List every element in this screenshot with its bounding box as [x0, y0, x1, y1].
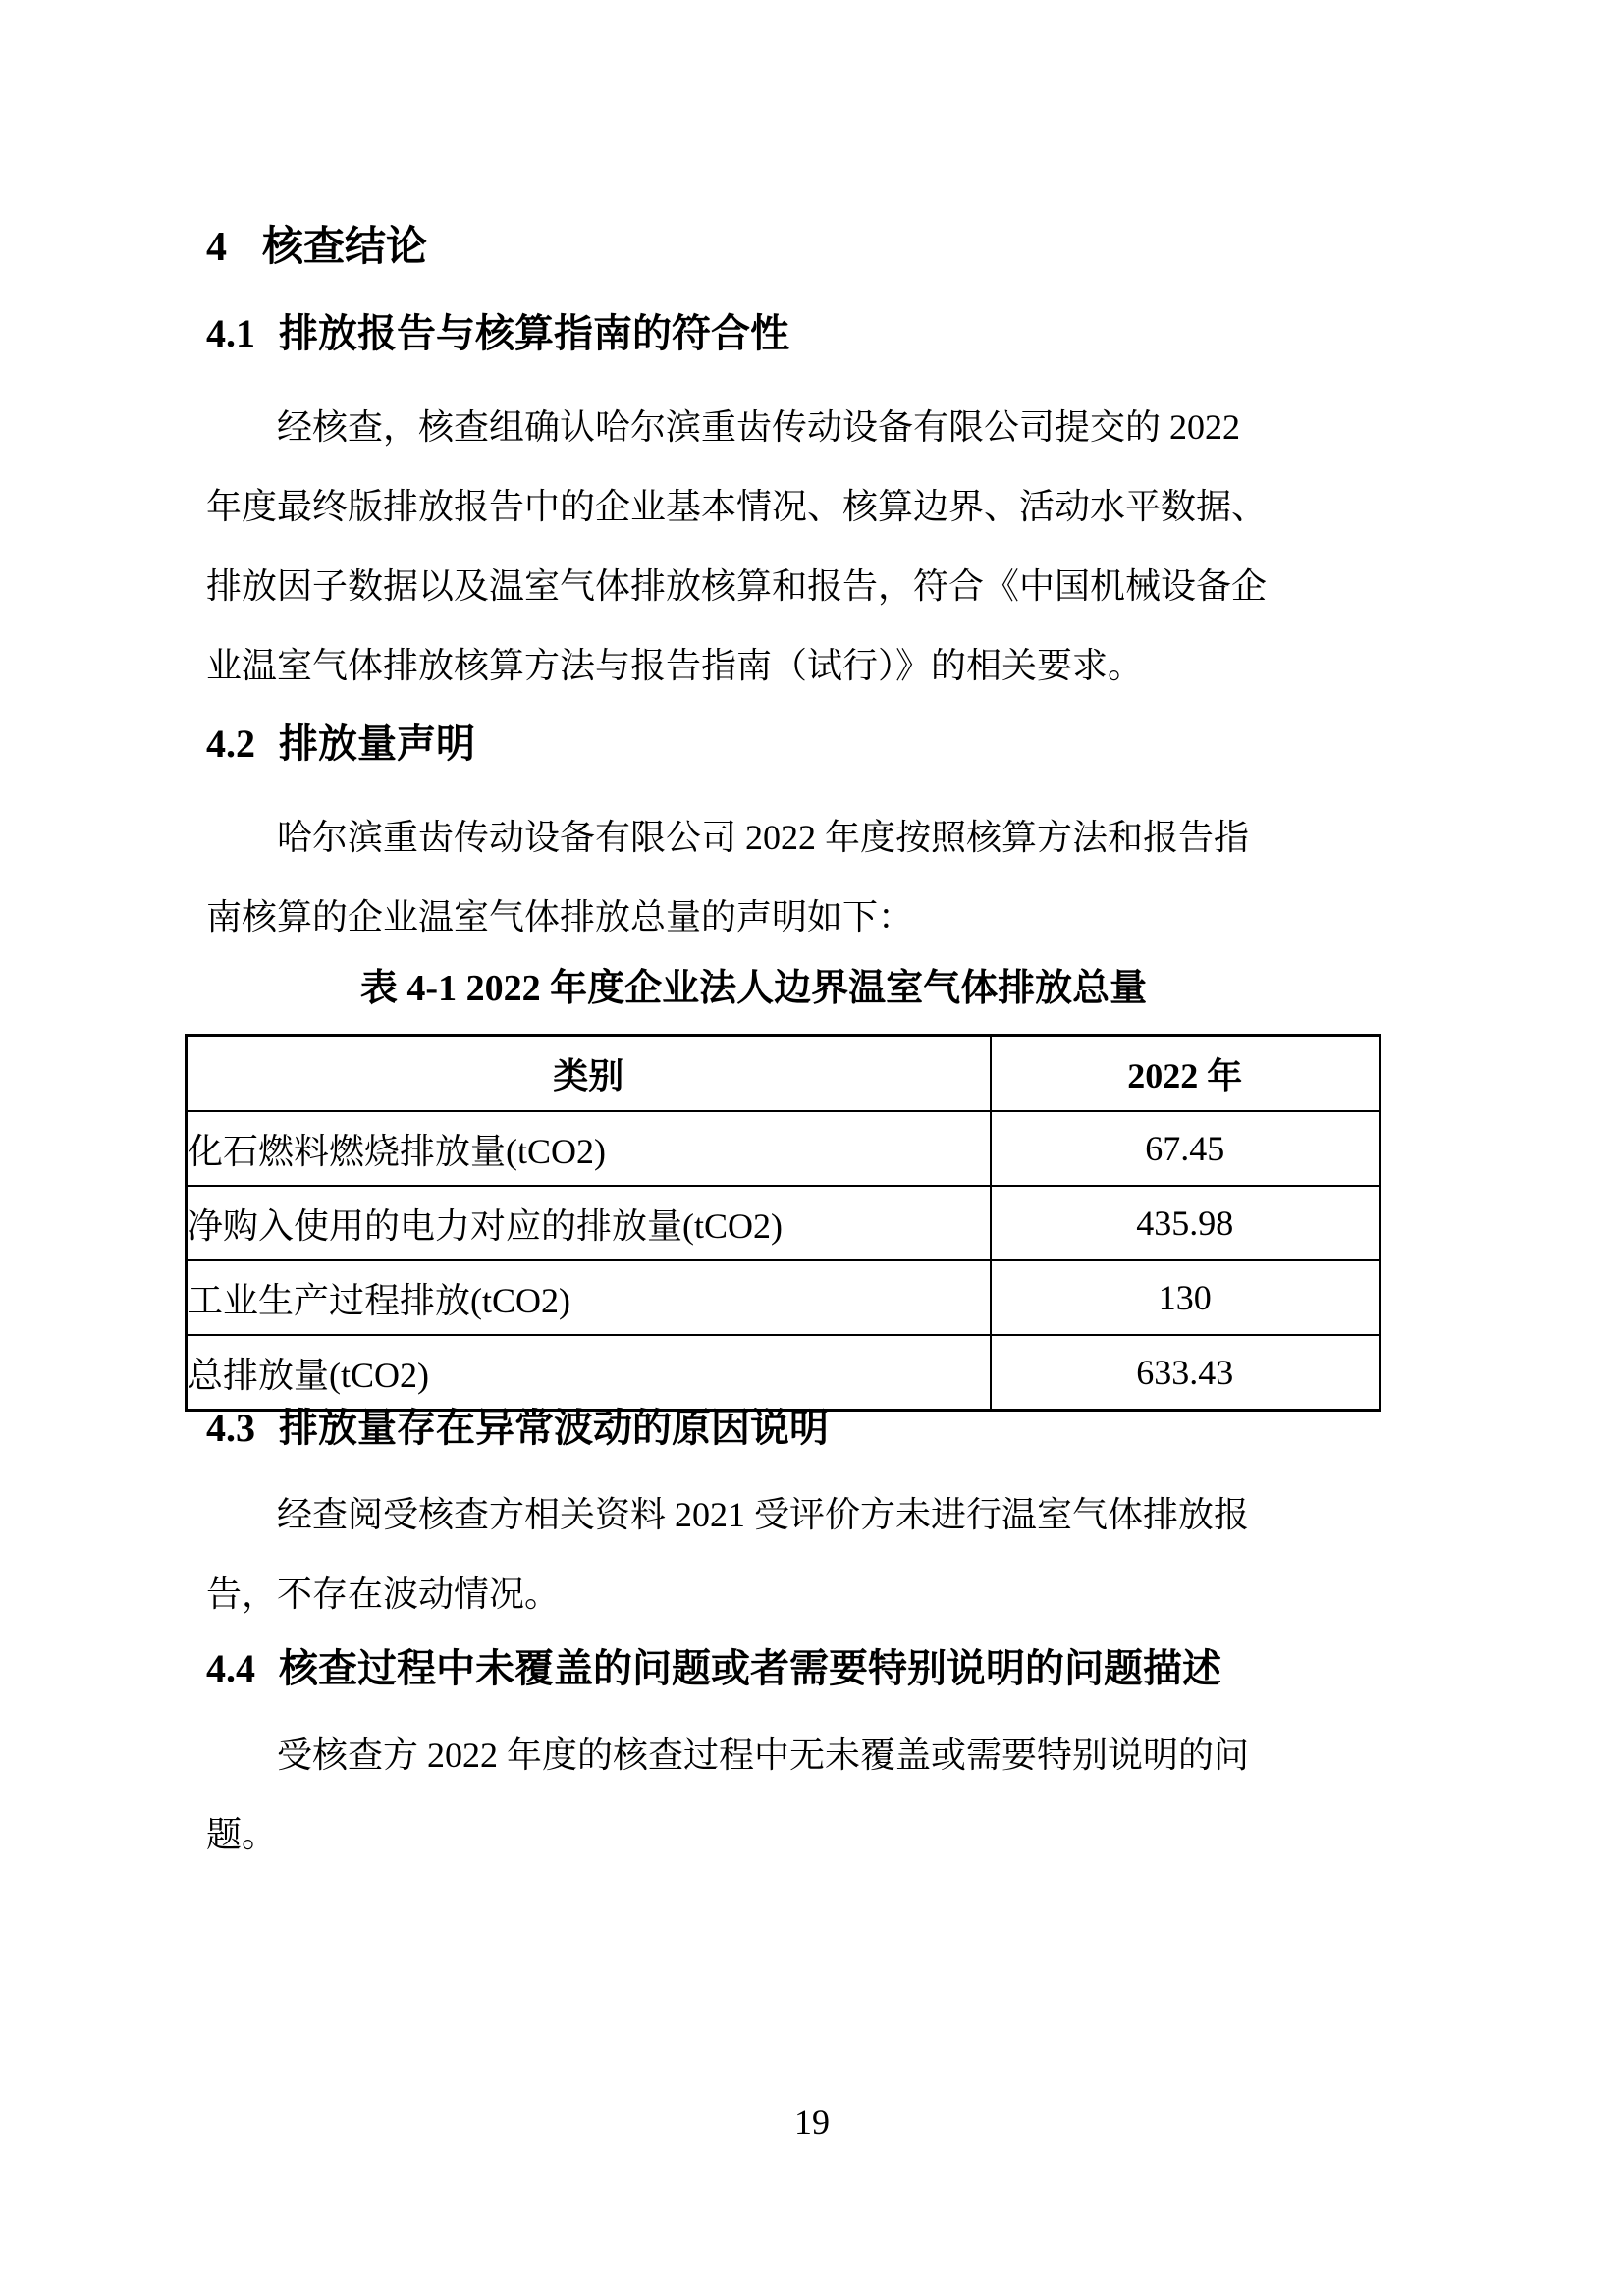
page-number: 19	[794, 2103, 830, 2142]
section-heading-4-3	[206, 1401, 829, 1456]
paragraph-line: 业温室气体排放核算方法与报告指南（试行）》的相关要求。	[206, 646, 1144, 685]
paragraph-4-1	[206, 388, 1301, 706]
table-row	[187, 1260, 1380, 1335]
paragraph-line: 受核查方 2022 年度的核查过程中无未覆盖或需要特别说明的问	[277, 1735, 1250, 1775]
section-number: 4.1	[206, 311, 255, 355]
row-label: 化石燃料燃烧排放量(tCO2)	[187, 1111, 991, 1186]
section-number: 4.4	[206, 1646, 255, 1690]
section-number: 4.3	[206, 1406, 255, 1450]
section-number: 4.2	[206, 721, 255, 766]
table-row	[187, 1335, 1380, 1411]
paragraph-line: 经查阅受核查方相关资料 2021 受评价方未进行温室气体排放报	[277, 1495, 1250, 1534]
table-caption: 表 4-1 2022 年度企业法人边界温室气体排放总量	[359, 968, 1148, 1009]
chapter-heading	[206, 218, 427, 277]
section-title: 核查过程中未覆盖的问题或者需要特别说明的问题描述	[279, 1646, 1221, 1690]
paragraph-4-3	[206, 1475, 1301, 1634]
row-value: 435.98	[991, 1186, 1380, 1260]
row-value: 130	[991, 1260, 1380, 1335]
paragraph-line: 年度最终版排放报告中的企业基本情况、核算边界、活动水平数据、	[206, 487, 1268, 526]
row-label: 工业生产过程排放(tCO2)	[187, 1260, 991, 1335]
paragraph-4-2	[206, 798, 1301, 957]
paragraph-line: 经核查，核查组确认哈尔滨重齿传动设备有限公司提交的 2022	[277, 407, 1241, 447]
chapter-number: 4	[206, 225, 227, 270]
header-year-2022: 2022 年	[991, 1036, 1380, 1112]
table-header-row	[187, 1036, 1380, 1112]
section-heading-4-2	[206, 717, 475, 772]
row-value: 67.45	[991, 1111, 1380, 1186]
section-heading-4-4	[206, 1641, 1221, 1696]
paragraph-line: 题。	[206, 1815, 278, 1854]
paragraph-line: 告，不存在波动情况。	[206, 1575, 561, 1614]
paragraph-line: 哈尔滨重齿传动设备有限公司 2022 年度按照核算方法和报告指	[277, 818, 1250, 857]
paragraph-line: 南核算的企业温室气体排放总量的声明如下：	[206, 897, 914, 936]
section-title: 排放量存在异常波动的原因说明	[279, 1406, 829, 1450]
table-row	[187, 1186, 1380, 1260]
header-category: 类别	[187, 1036, 991, 1112]
section-title: 排放量声明	[279, 721, 475, 766]
row-label: 净购入使用的电力对应的排放量(tCO2)	[187, 1186, 991, 1260]
section-heading-4-1	[206, 306, 789, 361]
paragraph-line: 排放因子数据以及温室气体排放核算和报告，符合《中国机械设备企	[206, 566, 1268, 606]
section-title: 排放报告与核算指南的符合性	[279, 311, 789, 355]
table-row	[187, 1111, 1380, 1186]
paragraph-4-4	[206, 1716, 1301, 1875]
row-label: 总排放量(tCO2)	[187, 1335, 991, 1411]
emissions-table	[185, 1034, 1381, 1412]
row-value: 633.43	[991, 1335, 1380, 1411]
chapter-title: 核查结论	[262, 225, 428, 270]
